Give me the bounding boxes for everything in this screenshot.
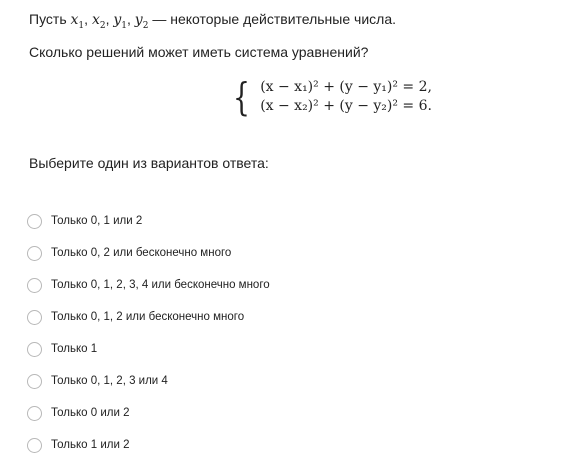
equation-system	[233, 75, 432, 119]
answer-option-2[interactable]	[27, 243, 231, 263]
intro-prefix: Пусть	[29, 11, 71, 27]
var-y1: y	[113, 12, 122, 28]
option-label: Только 1 или 2	[51, 439, 130, 451]
answer-option-1[interactable]	[27, 211, 142, 231]
answer-prompt: Выберите один из вариантов ответа:	[29, 155, 269, 171]
equation-1: (x − x₁)² + (y − y₁)² = 2,	[260, 79, 432, 95]
radio-button[interactable]	[27, 310, 42, 325]
option-label: Только 0, 1 или 2	[51, 215, 143, 227]
radio-button[interactable]	[27, 278, 42, 293]
intro-suffix: — некоторые действительные числа.	[148, 11, 396, 27]
sub-x1: 1	[78, 20, 85, 31]
answer-option-8[interactable]	[27, 435, 129, 455]
option-label: Только 0, 1, 2 или бесконечно много	[51, 311, 245, 323]
sub-x2: 2	[99, 20, 106, 31]
var-x2: x	[91, 12, 100, 28]
option-label: Только 0, 1, 2, 3 или 4	[51, 375, 168, 387]
radio-button[interactable]	[27, 246, 42, 261]
sub-y2: 2	[142, 20, 149, 31]
question-text: Сколько решений может иметь система уравнений?	[29, 44, 369, 60]
radio-button[interactable]	[27, 342, 42, 357]
answer-option-4[interactable]	[27, 307, 244, 327]
option-label: Только 0, 1, 2, 3, 4 или бесконечно много	[51, 279, 270, 291]
radio-button[interactable]	[27, 214, 42, 229]
option-label: Только 0 или 2	[51, 407, 130, 419]
left-brace-icon: {	[233, 75, 250, 119]
radio-button[interactable]	[27, 406, 42, 421]
answer-option-7[interactable]	[27, 403, 129, 423]
sub-y1: 1	[121, 20, 128, 31]
option-label: Только 1	[51, 343, 98, 355]
radio-button[interactable]	[27, 374, 42, 389]
option-label: Только 0, 2 или бесконечно много	[51, 247, 232, 259]
answer-option-3[interactable]	[27, 275, 270, 295]
equation-2: (x − x₂)² + (y − y₂)² = 6.	[260, 98, 432, 114]
intro-text: Пусть $x_1$, $x_2$, $y_1$, $y_2$ — некоторые действительные числа.	[29, 11, 396, 31]
var-y2: y	[134, 12, 143, 28]
answer-option-6[interactable]	[27, 371, 168, 391]
var-x1: x	[70, 12, 79, 28]
equations	[260, 78, 432, 116]
radio-button[interactable]	[27, 438, 42, 453]
answer-option-5[interactable]	[27, 339, 97, 359]
